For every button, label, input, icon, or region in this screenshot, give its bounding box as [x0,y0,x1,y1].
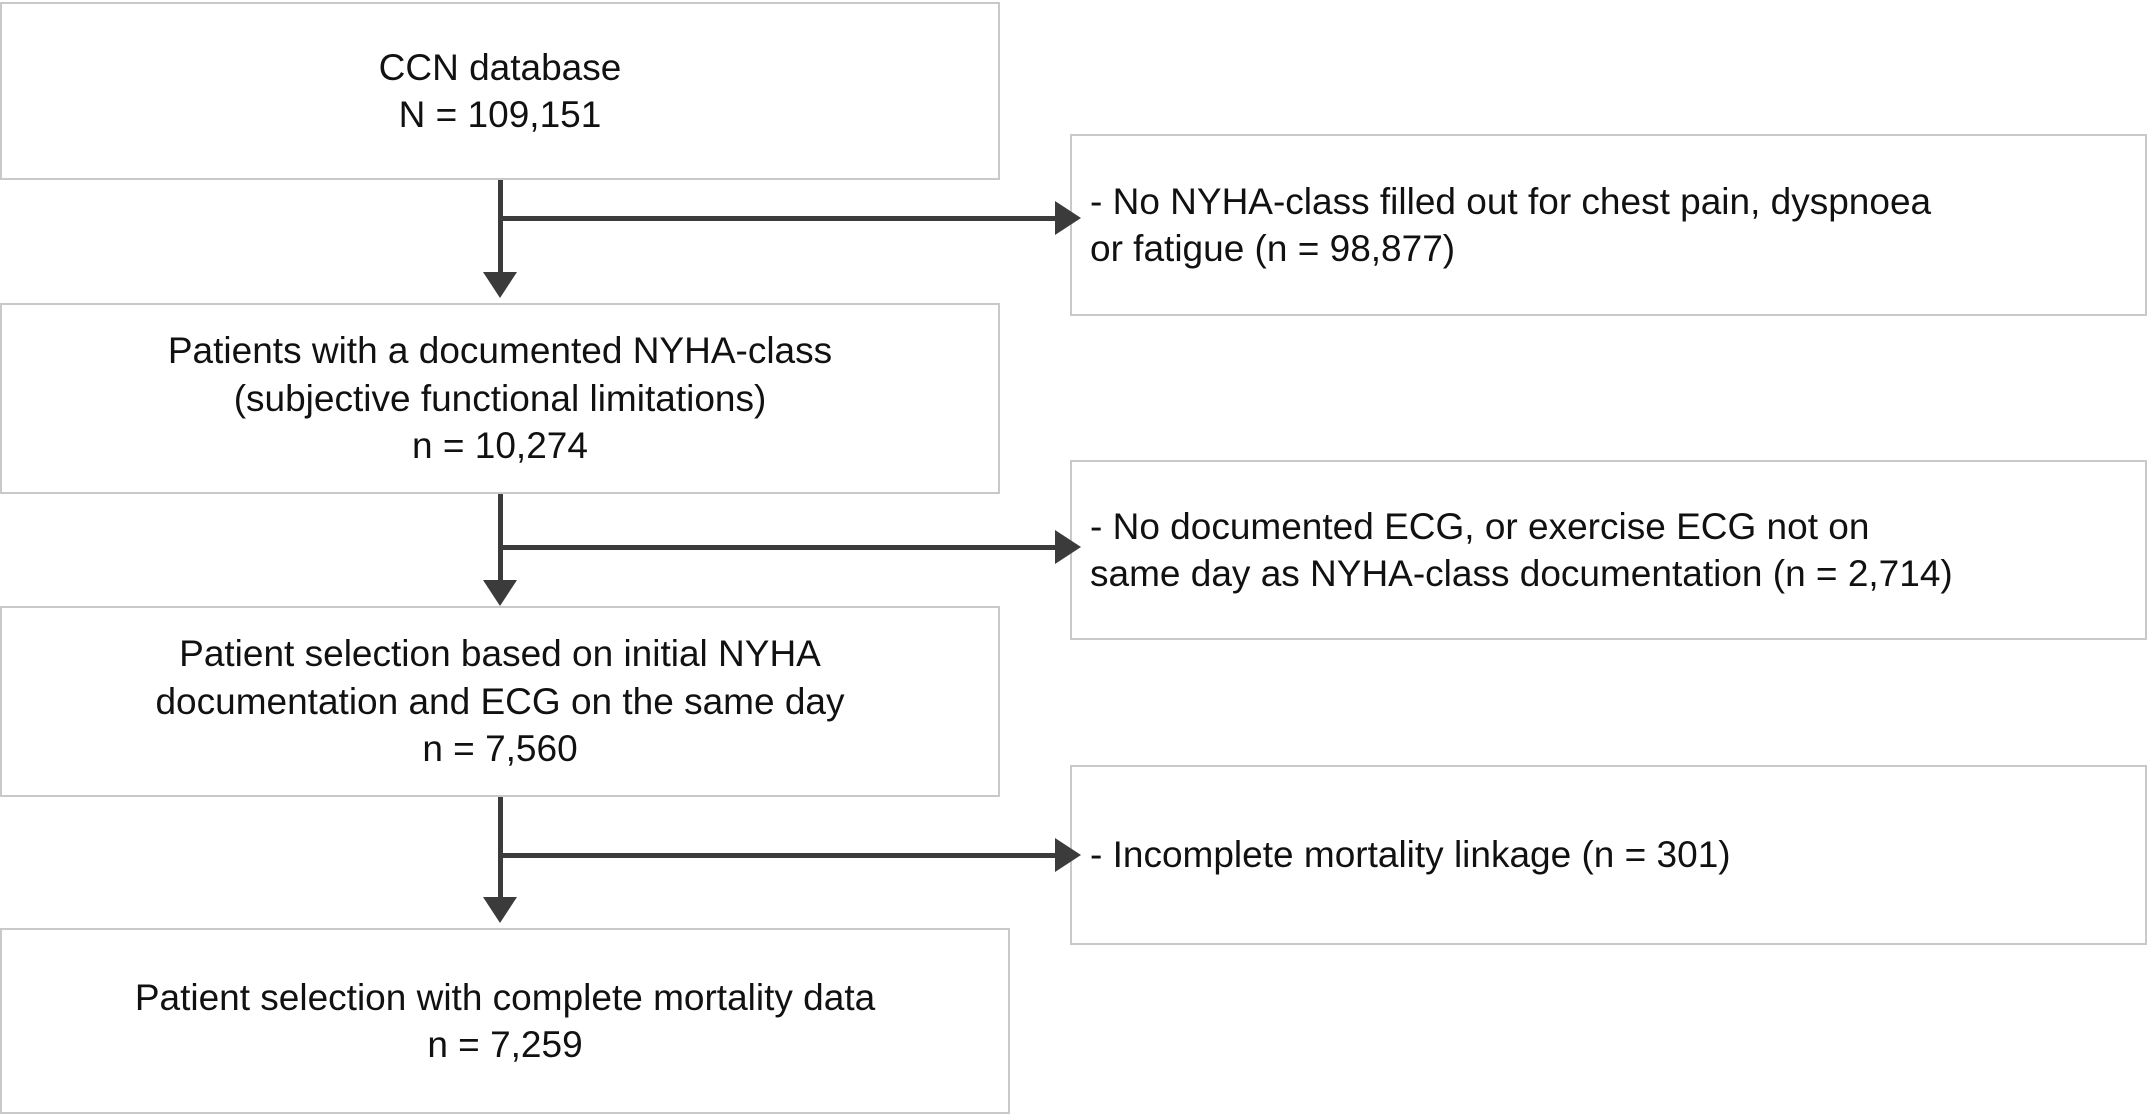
node-line: N = 109,151 [398,94,602,135]
node-line: n = 7,259 [427,1024,583,1065]
arrowhead-right-3 [1055,838,1081,872]
node-ccn-database [0,2,1000,180]
arrowhead-right-1 [1055,201,1081,235]
connector-vertical-2 [498,494,503,587]
connector-branch-3 [498,853,1064,858]
node-line: n = 7,560 [422,728,578,770]
arrowhead-down-3 [483,897,517,923]
node-line: Patient selection with complete mortality data [134,976,876,1018]
node-final-selection [0,928,1010,1114]
exclusion-line: or fatigue (n = 98,877) [1090,228,1456,269]
connector-branch-1 [498,216,1064,221]
exclusion-line: same day as NYHA-class documentation (n = 2,714) [1090,553,1953,594]
node-documented-nyha [0,303,1000,494]
connector-branch-2 [498,545,1064,550]
connector-vertical-3 [498,797,503,902]
exclusion-line: - Incomplete mortality linkage (n = 301) [1090,834,1731,876]
node-line: (subjective functional limitations) [233,377,767,419]
node-line: documentation and ECG on the same day [155,680,845,722]
node-line: n = 10,274 [412,425,588,467]
exclusion-line: - No documented ECG, or exercise ECG not on [1090,505,1870,547]
exclusion-mortality-linkage [1070,765,2147,945]
connector-vertical-1 [498,180,503,275]
exclusion-line: - No NYHA-class filled out for chest pain, dyspnoea [1090,180,1932,222]
node-line: Patients with a documented NYHA-class [167,330,833,372]
exclusion-no-nyha-class [1070,134,2147,316]
exclusion-no-ecg [1070,460,2147,640]
node-line: Patient selection based on initial NYHA [179,633,821,675]
node-initial-selection [0,606,1000,797]
node-line: CCN database [378,46,622,88]
arrowhead-down-2 [483,580,517,606]
arrowhead-right-2 [1055,530,1081,564]
arrowhead-down-1 [483,272,517,298]
